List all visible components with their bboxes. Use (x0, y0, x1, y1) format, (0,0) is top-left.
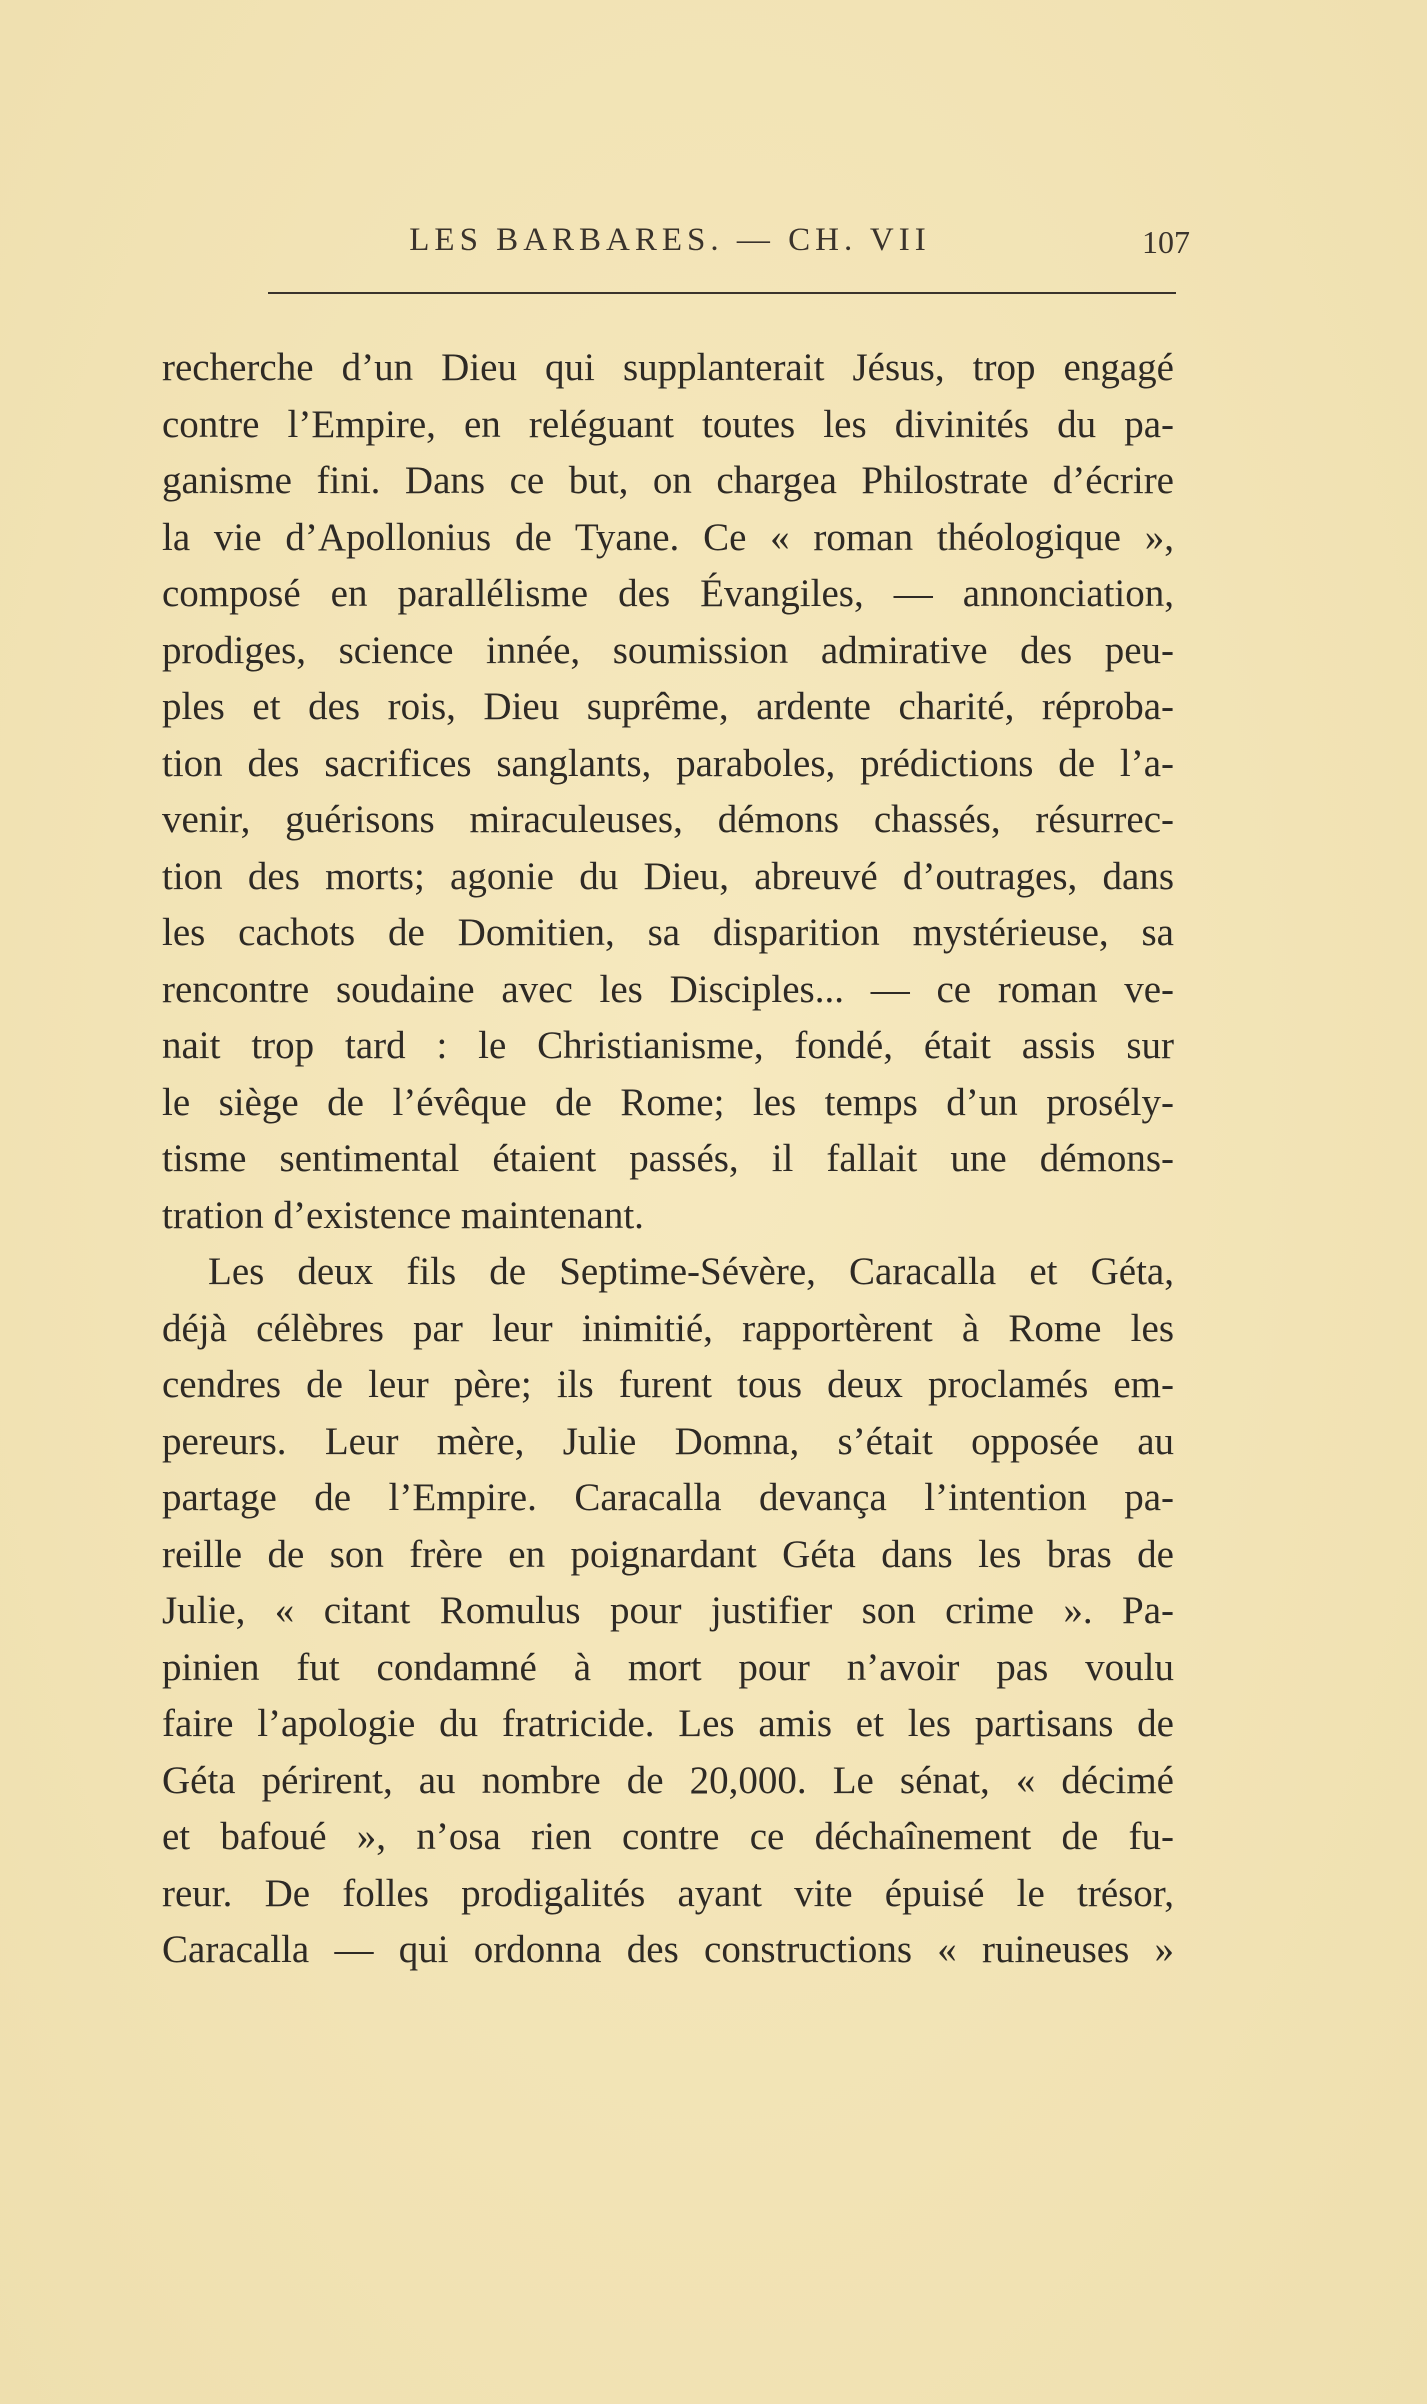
text-line: contre l’Empire, en reléguant toutes les divinités du pa- (162, 402, 1174, 446)
paragraph-start-line: Les deux fils de Septime-Sévère, Caracalla et Géta, (208, 1250, 1174, 1293)
text-line: la vie d’Apollonius de Tyane. Ce « roman théologique », (162, 515, 1174, 559)
text-line: tisme sentimental étaient passés, il fallait une démons- (162, 1137, 1174, 1180)
text-line: tion des sacrifices sanglants, paraboles, prédictions de l’a- (162, 741, 1174, 785)
text-line: cendres de leur père; ils furent tous deux proclamés em- (162, 1363, 1174, 1406)
running-title: LES BARBARES. — CH. VII (409, 222, 931, 258)
text-line: prodiges, science innée, soumission admirative des peu- (162, 628, 1174, 672)
running-head (160, 222, 1190, 272)
text-line: recherche d’un Dieu qui supplanterait Jésus, trop engagé (162, 346, 1174, 389)
text-line: Caracalla — qui ordonna des constructions « ruineuses » (162, 1928, 1174, 1971)
text-line: pinien fut condamné à mort pour n’avoir pas voulu (162, 1645, 1174, 1689)
text-line: le siège de l’évêque de Rome; les temps d’un prosély- (162, 1080, 1174, 1124)
text-line: Géta périrent, au nombre de 20,000. Le sénat, « décimé (162, 1758, 1174, 1802)
text-line: reille de son frère en poignardant Géta dans les bras de (162, 1532, 1174, 1576)
text-line: ples et des rois, Dieu suprême, ardente charité, réproba- (162, 685, 1174, 728)
text-line: les cachots de Domitien, sa disparition mystérieuse, sa (162, 911, 1174, 954)
header-rule (268, 292, 1176, 294)
text-line: et bafoué », n’osa rien contre ce déchaînement de fu- (162, 1815, 1174, 1858)
text-line: rencontre soudaine avec les Disciples... — ce roman ve- (162, 967, 1174, 1011)
paragraph-end-line: tration d’existence maintenant. (162, 1193, 644, 1237)
text-line: ganisme fini. Dans ce but, on chargea Philostrate d’écrire (162, 459, 1174, 502)
text-line: reur. De folles prodigalités ayant vite épuisé le trésor, (162, 1871, 1174, 1915)
text-line: composé en parallélisme des Évangiles, — annonciation, (162, 572, 1174, 615)
text-line: faire l’apologie du fratricide. Les amis et les partisans de (162, 1702, 1174, 1745)
text-line: partage de l’Empire. Caracalla devança l’intention pa- (162, 1476, 1174, 1519)
page-number: 107 (1142, 224, 1190, 260)
text-line: pereurs. Leur mère, Julie Domna, s’était opposée au (162, 1419, 1174, 1463)
text-line: venir, guérisons miraculeuses, démons chassés, résurrec- (162, 798, 1174, 841)
text-line: déjà célèbres par leur inimitié, rapportèrent à Rome les (162, 1306, 1174, 1350)
text-line: Julie, « citant Romulus pour justifier son crime ». Pa- (162, 1589, 1174, 1632)
text-line: tion des morts; agonie du Dieu, abreuvé d’outrages, dans (162, 854, 1174, 898)
body-text (162, 340, 1174, 1979)
text-line: nait trop tard : le Christianisme, fondé, était assis sur (162, 1024, 1174, 1067)
